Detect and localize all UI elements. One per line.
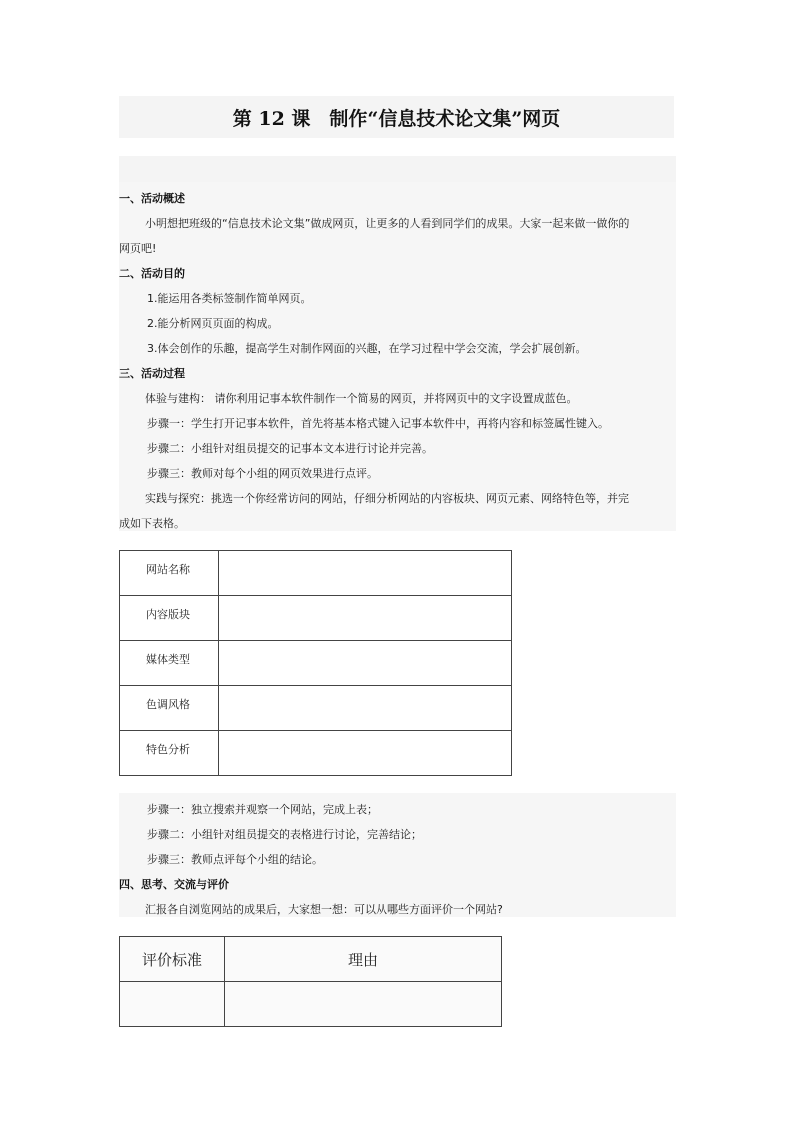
table-header-row <box>120 937 502 982</box>
table-row <box>120 596 512 641</box>
evaluation-table <box>119 936 502 1027</box>
table-row <box>120 686 512 731</box>
answer-cell[interactable] <box>219 596 512 641</box>
objective-item: 2.能分析网页页面的构成。 <box>147 317 279 330</box>
answer-cell[interactable] <box>225 982 502 1027</box>
answer-cell[interactable] <box>219 731 512 776</box>
column-header: 评价标准 <box>120 937 225 982</box>
section-3-heading: 三、活动过程 <box>119 367 185 380</box>
step-item: 步骤二：小组针对组员提交的表格进行讨论，完善结论； <box>147 828 422 841</box>
experience-text: 体验与建构： 请你利用记事本软件制作一个简易的网页，并将网页中的文字设置成蓝色。 <box>145 392 578 405</box>
table-row <box>120 641 512 686</box>
section-4-text: 汇报各自浏览网站的成果后，大家想一想：可以从哪些方面评价一个网站? <box>145 903 503 916</box>
section-4-heading: 四、思考、交流与评价 <box>119 878 229 891</box>
website-analysis-table <box>119 550 512 776</box>
section-1-heading: 一、活动概述 <box>119 192 185 205</box>
answer-cell[interactable] <box>219 551 512 596</box>
page-title: 第 12 课 制作“信息技术论文集”网页 <box>232 107 561 130</box>
section-1-text-cont: 网页吧! <box>119 242 157 255</box>
step-item: 步骤一：独立搜索并观察一个网站，完成上表； <box>147 803 378 816</box>
row-label: 网站名称 <box>120 551 219 596</box>
row-label: 媒体类型 <box>120 641 219 686</box>
section-2-heading: 二、活动目的 <box>119 267 185 280</box>
column-header: 理由 <box>225 937 502 982</box>
title-band <box>119 96 674 138</box>
step-item: 步骤三：教师点评每个小组的结论。 <box>147 853 323 866</box>
answer-cell[interactable] <box>120 982 225 1027</box>
table-row <box>120 551 512 596</box>
objective-item: 3.体会创作的乐趣，提高学生对制作网面的兴趣，在学习过程中学会交流，学会扩展创新。 <box>147 342 587 355</box>
answer-cell[interactable] <box>219 641 512 686</box>
row-label: 色调风格 <box>120 686 219 731</box>
practice-text-cont: 成如下表格。 <box>119 517 185 530</box>
step-item: 步骤一：学生打开记事本软件，首先将基本格式键入记事本软件中，再将内容和标签属性键入。 <box>147 417 609 430</box>
table-row <box>120 731 512 776</box>
row-label: 内容版块 <box>120 596 219 641</box>
section-1-text: 小明想把班级的“信息技术论文集”做成网页，让更多的人看到同学们的成果。大家一起来做一做你的 <box>145 217 630 230</box>
row-label: 特色分析 <box>120 731 219 776</box>
table-row <box>120 982 502 1027</box>
step-item: 步骤三：教师对每个小组的网页效果进行点评。 <box>147 467 378 480</box>
answer-cell[interactable] <box>219 686 512 731</box>
practice-text: 实践与探究：挑选一个你经常访问的网站，仔细分析网站的内容板块、网页元素、网络特色等，并完 <box>145 492 629 505</box>
objective-item: 1.能运用各类标签制作简单网页。 <box>147 292 312 305</box>
header-strip <box>119 156 676 182</box>
step-item: 步骤二：小组针对组员提交的记事本文本进行讨论并完善。 <box>147 442 433 455</box>
